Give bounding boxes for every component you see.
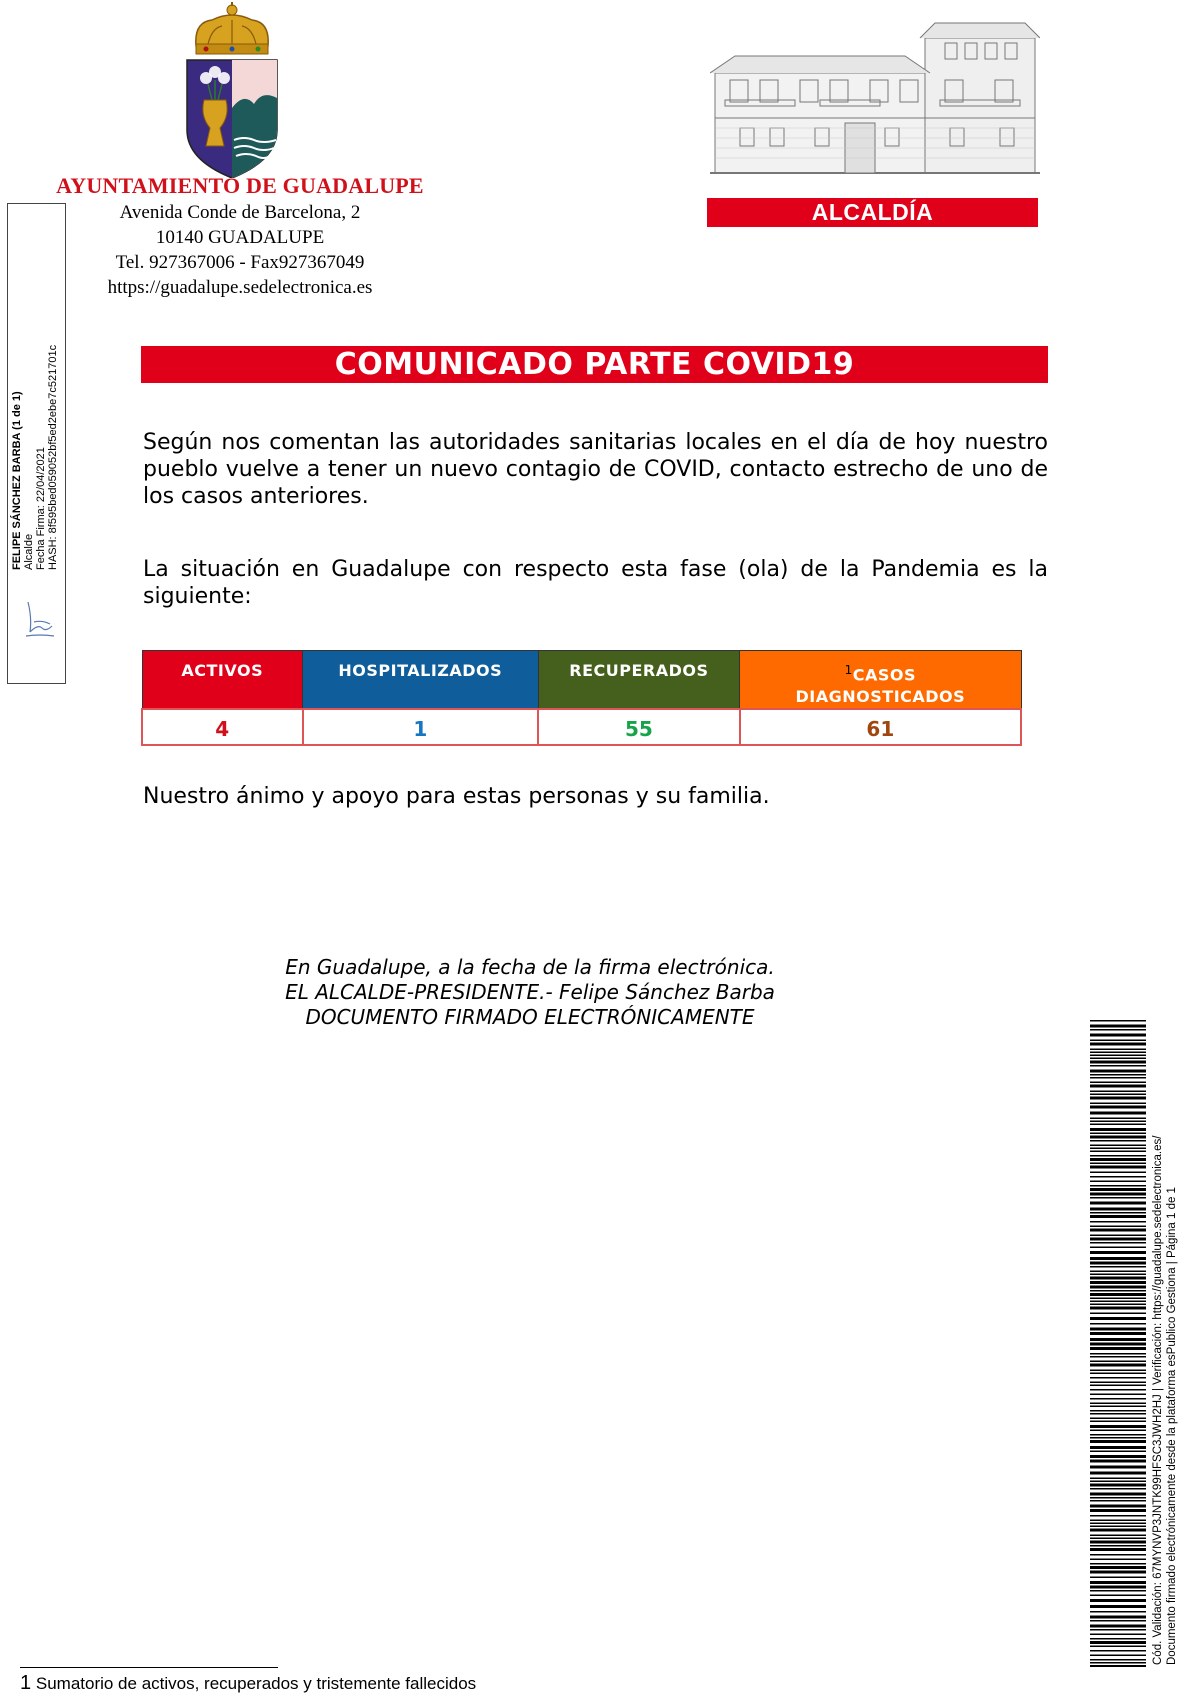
barcode-bar <box>1090 1466 1146 1469</box>
barcode-bar <box>1090 1665 1146 1667</box>
barcode-bar <box>1090 1437 1146 1439</box>
barcode-bar <box>1090 1238 1146 1241</box>
page-title: COMUNICADO PARTE COVID19 <box>141 346 1048 383</box>
signature-date: Fecha Firma: 22/04/2021 <box>35 447 47 570</box>
barcode-bar <box>1090 1293 1146 1296</box>
header-recuperados: RECUPERADOS <box>538 651 740 710</box>
barcode-bar <box>1090 1646 1146 1648</box>
header-casos-line2: DIAGNOSTICADOS <box>795 687 966 707</box>
barcode-bar <box>1090 1212 1146 1214</box>
barcode-bar <box>1090 1353 1146 1355</box>
barcode-bar <box>1090 1025 1146 1028</box>
barcode-bar <box>1090 1389 1146 1391</box>
barcode-bar <box>1090 1176 1146 1178</box>
barcode-bar <box>1090 1566 1146 1569</box>
barcode-bar <box>1090 1323 1146 1325</box>
barcode-bar <box>1090 1307 1146 1310</box>
barcode-bar <box>1090 1410 1146 1412</box>
barcode-bar <box>1090 1472 1146 1475</box>
barcode-bar <box>1090 1077 1146 1079</box>
barcode-bar <box>1090 1394 1146 1396</box>
barcode-bar <box>1090 1097 1146 1100</box>
value-hospitalizados: 1 <box>303 709 539 745</box>
barcode-bar <box>1090 1361 1146 1363</box>
barcode-bar <box>1090 1529 1146 1532</box>
barcode-bar <box>1090 1029 1146 1031</box>
barcode-bar <box>1090 1140 1146 1142</box>
barcode-bar <box>1090 1185 1146 1187</box>
barcode-bar <box>1090 1347 1146 1350</box>
barcode-bar <box>1090 1577 1146 1579</box>
barcode-bar <box>1090 1290 1146 1292</box>
value-casos-diagnosticados: 61 <box>740 709 1021 745</box>
signer-role: Alcalde <box>23 533 35 570</box>
barcode-bar <box>1090 1163 1146 1165</box>
address-line: Avenida Conde de Barcelona, 2 <box>119 202 361 223</box>
barcode-bar <box>1090 1257 1146 1260</box>
stats-header-row <box>142 651 1021 710</box>
barcode-bar <box>1090 1277 1146 1280</box>
barcode-bar <box>1090 1611 1146 1613</box>
website-line: https://guadalupe.sedelectronica.es <box>107 277 373 298</box>
barcode-bar <box>1090 1413 1146 1415</box>
barcode-bar <box>1090 1605 1146 1608</box>
footnote-text: Sumatorio de activos, recuperados y tristemente fallecidos <box>35 1674 477 1693</box>
header-hospitalizados: HOSPITALIZADOS <box>303 651 539 710</box>
barcode-bar <box>1090 1421 1146 1423</box>
barcode-bar <box>1090 1382 1146 1384</box>
barcode-bar <box>1090 1121 1146 1123</box>
header-casos-line1: CASOS <box>852 665 917 685</box>
barcode-bar <box>1090 1356 1146 1358</box>
barcode-bar <box>1090 1235 1146 1237</box>
barcode-bar <box>1090 1074 1146 1076</box>
coat-of-arms-logo <box>182 0 282 178</box>
barcode-bar <box>1090 1620 1146 1622</box>
footnote-divider <box>20 1667 278 1668</box>
barcode-bar <box>1090 1317 1146 1320</box>
handwritten-signature-icon <box>22 598 58 640</box>
barcode-bar <box>1090 1145 1146 1147</box>
barcode-bar <box>1090 1659 1146 1661</box>
barcode-bar <box>1090 1497 1146 1499</box>
barcode-bar <box>1090 1313 1146 1315</box>
barcode-bar <box>1090 1595 1146 1597</box>
barcode-bar <box>1090 1548 1146 1551</box>
barcode-bar <box>1090 1112 1146 1115</box>
barcode-bar <box>1090 1197 1146 1199</box>
barcode-bar <box>1090 1328 1146 1331</box>
barcode-bar <box>1090 1070 1146 1073</box>
body-paragraph-2: La situación en Guadalupe con respecto esta fase (ola) de la Pandemia es la siguiente: <box>143 557 1048 609</box>
barcode-bar <box>1090 1226 1146 1228</box>
barcode-bar <box>1090 1166 1146 1169</box>
barcode-bar <box>1090 1061 1146 1064</box>
barcode-bar <box>1090 1158 1146 1161</box>
barcode-bar <box>1090 1586 1146 1589</box>
barcode-bar <box>1090 1590 1146 1592</box>
barcode-bar <box>1090 1538 1146 1540</box>
barcode-bar <box>1090 1215 1146 1218</box>
barcode-bar <box>1090 1274 1146 1276</box>
barcode-bar <box>1090 1398 1146 1400</box>
barcode-bar <box>1090 1541 1146 1544</box>
barcode-bar <box>1090 1202 1146 1205</box>
sign-off-line-1: En Guadalupe, a la fecha de la firma electrónica. <box>285 955 775 979</box>
barcode-bar <box>1090 1301 1146 1303</box>
barcode-bar <box>1090 1085 1146 1088</box>
barcode-bar <box>1090 1545 1146 1547</box>
barcode-bar <box>1090 1403 1146 1405</box>
barcode-bar <box>1090 1434 1146 1436</box>
barcode-bar <box>1090 1373 1146 1375</box>
validation-barcode <box>1090 1020 1146 1667</box>
barcode-bar <box>1090 1559 1146 1561</box>
barcode-bar <box>1090 1118 1146 1120</box>
barcode-bar <box>1090 1262 1146 1265</box>
barcode-bar <box>1090 1478 1146 1480</box>
barcode-bar <box>1090 1049 1146 1051</box>
barcode-bar <box>1090 1188 1146 1191</box>
barcode-bar <box>1090 1343 1146 1346</box>
barcode-bar <box>1090 1271 1146 1273</box>
body-paragraph-1: Según nos comentan las autoridades sanitarias locales en el día de hoy nuestro pueblo vuelve a tener un nuevo contagio de COVID, contacto estrecho de uno de los casos anteriores. <box>143 430 1048 509</box>
body-paragraph-3: Nuestro ánimo y apoyo para estas personas y su familia. <box>143 784 770 809</box>
barcode-bar <box>1090 1509 1146 1512</box>
barcode-bar <box>1090 1446 1146 1449</box>
barcode-bar <box>1090 1629 1146 1631</box>
header-activos: ACTIVOS <box>142 651 303 710</box>
barcode-bar <box>1090 1599 1146 1602</box>
barcode-bar <box>1090 1148 1146 1150</box>
barcode-bar <box>1090 1208 1146 1211</box>
barcode-bar <box>1090 1554 1146 1556</box>
barcode-bar <box>1090 1385 1146 1387</box>
barcode-bar <box>1090 1221 1146 1223</box>
barcode-bar <box>1090 1229 1146 1232</box>
town-hall-illustration <box>710 18 1040 178</box>
barcode-bar <box>1090 1634 1146 1636</box>
barcode-bar <box>1090 1103 1146 1105</box>
barcode-bar <box>1090 1526 1146 1528</box>
barcode-bar <box>1090 1571 1146 1574</box>
department-banner: ALCALDÍA <box>707 198 1038 227</box>
barcode-bar <box>1090 1034 1146 1037</box>
barcode-bar <box>1090 1515 1146 1517</box>
barcode-bar <box>1090 1370 1146 1372</box>
barcode-bar <box>1090 1091 1146 1093</box>
barcode-bar <box>1090 1563 1146 1565</box>
signature-strip <box>11 280 59 570</box>
sign-off-block <box>240 955 820 1030</box>
signature-hash: HASH: 8f595bed059052bf5ed2ebe7c521701c <box>47 344 59 570</box>
sign-off-line-3: DOCUMENTO FIRMADO ELECTRÓNICAMENTE <box>305 1005 755 1029</box>
barcode-bar <box>1090 1151 1146 1153</box>
verification-text <box>1151 965 1179 1665</box>
barcode-bar <box>1090 1155 1146 1157</box>
barcode-bar <box>1090 1535 1146 1537</box>
barcode-bar <box>1090 1451 1146 1453</box>
barcode-bar <box>1090 1406 1146 1408</box>
barcode-bar <box>1090 1055 1146 1057</box>
barcode-bar <box>1090 1128 1146 1131</box>
footnote-number: 1 <box>20 1672 32 1694</box>
barcode-bar <box>1090 1460 1146 1463</box>
postal-line: 10140 GUADALUPE <box>155 227 325 248</box>
barcode-bar <box>1090 1418 1146 1420</box>
verification-line-1: Cód. Validación: 67MYNVP3JNTK99HFSC3JWH2HJ | Verificación: https://guadalupe.sedelectronica.es/ <box>1152 1135 1164 1665</box>
barcode-bar <box>1090 1065 1146 1067</box>
barcode-bar <box>1090 1377 1146 1379</box>
stats-value-row <box>142 709 1021 745</box>
footnote-marker: 1 <box>844 663 853 677</box>
barcode-bar <box>1090 1266 1146 1268</box>
barcode-bar <box>1090 1641 1146 1644</box>
barcode-bar <box>1090 1484 1146 1487</box>
verification-line-2: Documento firmado electrónicamente desde la plataforma esPublico Gestiona | Página 1 de 1 <box>1166 1187 1178 1665</box>
barcode-bar <box>1090 1281 1146 1284</box>
barcode-bar <box>1090 1181 1146 1183</box>
barcode-bar <box>1090 1430 1146 1432</box>
barcode-bar <box>1090 1500 1146 1502</box>
barcode-bar <box>1090 1581 1146 1584</box>
organization-name: AYUNTAMIENTO DE GUADALUPE <box>56 173 424 198</box>
signer-name: FELIPE SÁNCHEZ BARBA (1 de 1) <box>11 391 23 570</box>
barcode-bar <box>1090 1650 1146 1652</box>
organization-header <box>20 172 460 300</box>
barcode-bar <box>1090 1251 1146 1254</box>
barcode-bar <box>1090 1481 1146 1483</box>
barcode-bar <box>1090 1520 1146 1522</box>
footnote <box>20 1673 476 1694</box>
barcode-bar <box>1090 1662 1146 1664</box>
barcode-bar <box>1090 1455 1146 1458</box>
barcode-bar <box>1090 1304 1146 1306</box>
barcode-bar <box>1090 1655 1146 1657</box>
barcode-bar <box>1090 1172 1146 1174</box>
barcode-bar <box>1090 1193 1146 1196</box>
barcode-bar <box>1090 1493 1146 1496</box>
barcode-bar <box>1090 1247 1146 1249</box>
barcode-bar <box>1090 1082 1146 1084</box>
barcode-bar <box>1090 1020 1146 1022</box>
barcode-bar <box>1090 1505 1146 1508</box>
barcode-bar <box>1090 1425 1146 1428</box>
value-recuperados: 55 <box>538 709 740 745</box>
barcode-bar <box>1090 1616 1146 1619</box>
value-activos: 4 <box>142 709 303 745</box>
barcode-bar <box>1090 1625 1146 1628</box>
covid-stats-table <box>141 650 1022 746</box>
barcode-bar <box>1090 1040 1146 1042</box>
barcode-bar <box>1090 1094 1146 1096</box>
barcode-bar <box>1090 1124 1146 1126</box>
barcode-bar <box>1090 1364 1146 1367</box>
barcode-bar <box>1090 1286 1146 1289</box>
barcode-bar <box>1090 1043 1146 1046</box>
barcode-bar <box>1090 1523 1146 1525</box>
barcode-bar <box>1090 1058 1146 1060</box>
barcode-bar <box>1090 1136 1146 1139</box>
barcode-bar <box>1090 1638 1146 1640</box>
phone-fax-line: Tel. 927367006 - Fax927367049 <box>115 252 365 273</box>
sign-off-line-2: EL ALCALDE-PRESIDENTE.- Felipe Sánchez Barba <box>285 980 775 1004</box>
barcode-bar <box>1090 1488 1146 1490</box>
barcode-bar <box>1090 1133 1146 1135</box>
barcode-bar <box>1090 1440 1146 1443</box>
barcode-bar <box>1090 1106 1146 1109</box>
barcode-bar <box>1090 1052 1146 1054</box>
barcode-bar <box>1090 1298 1146 1300</box>
header-casos-diagnosticados <box>740 651 1021 710</box>
barcode-bar <box>1090 1338 1146 1341</box>
barcode-bar <box>1090 1242 1146 1244</box>
barcode-bar <box>1090 1332 1146 1335</box>
